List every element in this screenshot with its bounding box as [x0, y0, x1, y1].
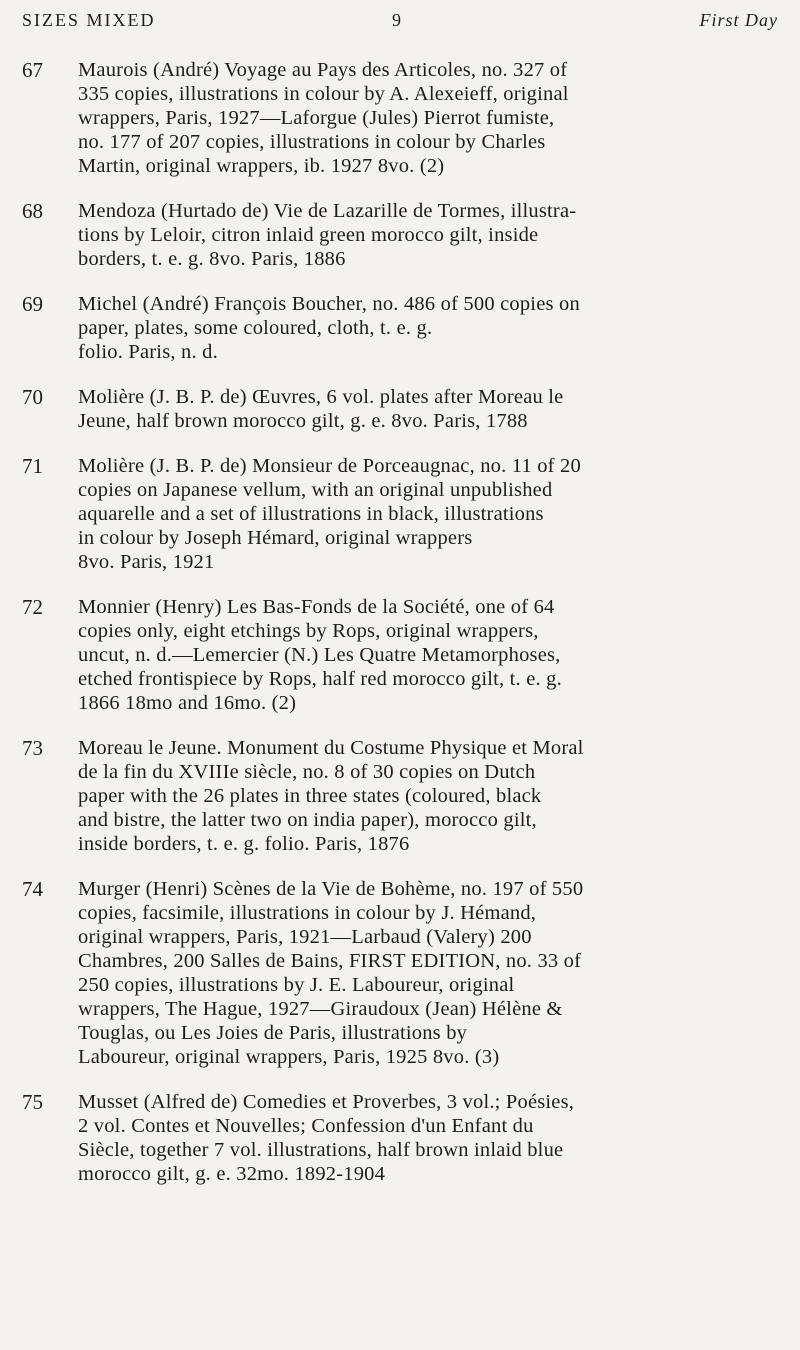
lot-description-line: Siècle, together 7 vol. illustrations, half brown inlaid blue: [78, 1139, 564, 1161]
lot-description-line: Jeune, half brown morocco gilt, g. e. 8vo. Paris, 1788: [78, 410, 528, 432]
lot-entry: [22, 385, 778, 433]
lot-number: 72: [22, 595, 43, 619]
lot-description-line: morocco gilt, g. e. 32mo. 1892-1904: [78, 1163, 386, 1185]
lot-description-line: Murger (Henri) Scènes de la Vie de Bohème, no. 197 of 550: [78, 878, 584, 900]
running-header: [22, 10, 778, 36]
lot-description-line: uncut, n. d.—Lemercier (N.) Les Quatre Metamorphoses,: [78, 644, 561, 666]
lot-description-line: Maurois (André) Voyage au Pays des Articoles, no. 327 of: [78, 59, 568, 81]
lot-description-line: Monnier (Henry) Les Bas-Fonds de la Société, one of 64: [78, 596, 555, 618]
lot-number: 75: [22, 1090, 43, 1114]
lot-description-line: Chambres, 200 Salles de Bains, FIRST EDITION, no. 33 of: [78, 950, 582, 972]
lot-number: 71: [22, 454, 43, 478]
lot-list: [22, 58, 778, 1207]
lot-description-line: and bistre, the latter two on india paper), morocco gilt,: [78, 809, 537, 831]
lot-number: 70: [22, 385, 43, 409]
lot-number: 67: [22, 58, 43, 82]
lot-description-line: 8vo. Paris, 1921: [78, 551, 215, 573]
header-sale-day: First Day: [699, 10, 778, 30]
lot-number: 73: [22, 736, 43, 760]
lot-description-line: wrappers, The Hague, 1927—Giraudoux (Jean) Hélène &: [78, 998, 563, 1020]
lot-description-line: paper, plates, some coloured, cloth, t. e. g.: [78, 317, 433, 339]
lot-description-line: Molière (J. B. P. de) Monsieur de Porceaugnac, no. 11 of 20: [78, 455, 581, 477]
lot-description-line: Michel (André) François Boucher, no. 486 of 500 copies on: [78, 293, 580, 315]
lot-description-line: in colour by Joseph Hémard, original wrappers: [78, 527, 473, 549]
lot-description-line: Martin, original wrappers, ib. 1927 8vo. (2): [78, 155, 445, 177]
header-section-title: SIZES MIXED: [22, 10, 156, 30]
lot-number: 68: [22, 199, 43, 223]
lot-entry: [22, 736, 778, 856]
lot-description-line: Touglas, ou Les Joies de Paris, illustrations by: [78, 1022, 468, 1044]
lot-description-line: no. 177 of 207 copies, illustrations in colour by Charles: [78, 131, 546, 153]
lot-description-line: de la fin du XVIIIe siècle, no. 8 of 30 copies on Dutch: [78, 761, 536, 783]
lot-description-line: Molière (J. B. P. de) Œuvres, 6 vol. plates after Moreau le: [78, 386, 564, 408]
lot-description-line: paper with the 26 plates in three states (coloured, black: [78, 785, 542, 807]
lot-number: 69: [22, 292, 43, 316]
lot-description-line: 2 vol. Contes et Nouvelles; Confession d'un Enfant du: [78, 1115, 534, 1137]
lot-description-line: wrappers, Paris, 1927—Laforgue (Jules) Pierrot fumiste,: [78, 107, 555, 129]
lot-description-line: Laboureur, original wrappers, Paris, 1925 8vo. (3): [78, 1046, 500, 1068]
lot-description-line: inside borders, t. e. g. folio. Paris, 1876: [78, 833, 410, 855]
lot-description-line: Musset (Alfred de) Comedies et Proverbes, 3 vol.; Poésies,: [78, 1091, 575, 1113]
lot-entry: [22, 292, 778, 364]
lot-description-line: Mendoza (Hurtado de) Vie de Lazarille de Tormes, illustra-: [78, 200, 577, 222]
lot-entry: [22, 595, 778, 715]
lot-description-line: copies only, eight etchings by Rops, original wrappers,: [78, 620, 539, 642]
lot-entry: [22, 199, 778, 271]
lot-description-line: 335 copies, illustrations in colour by A. Alexeieff, original: [78, 83, 569, 105]
lot-entry: [22, 1090, 778, 1186]
lot-description-line: 250 copies, illustrations by J. E. Laboureur, original: [78, 974, 515, 996]
lot-entry: [22, 454, 778, 574]
lot-entry: [22, 58, 778, 178]
lot-description-line: copies on Japanese vellum, with an original unpublished: [78, 479, 553, 501]
lot-description-line: aquarelle and a set of illustrations in black, illustrations: [78, 503, 544, 525]
lot-number: 74: [22, 877, 43, 901]
lot-description-line: Moreau le Jeune. Monument du Costume Physique et Moral: [78, 737, 584, 759]
lot-description-line: tions by Leloir, citron inlaid green morocco gilt, inside: [78, 224, 539, 246]
lot-description-line: folio. Paris, n. d.: [78, 341, 218, 363]
lot-description-line: borders, t. e. g. 8vo. Paris, 1886: [78, 248, 346, 270]
lot-description-line: 1866 18mo and 16mo. (2): [78, 692, 297, 714]
lot-description-line: etched frontispiece by Rops, half red morocco gilt, t. e. g.: [78, 668, 562, 690]
page-number: 9: [392, 10, 402, 30]
lot-entry: [22, 877, 778, 1069]
lot-description-line: original wrappers, Paris, 1921—Larbaud (Valery) 200: [78, 926, 532, 948]
lot-description-line: copies, facsimile, illustrations in colour by J. Hémand,: [78, 902, 537, 924]
